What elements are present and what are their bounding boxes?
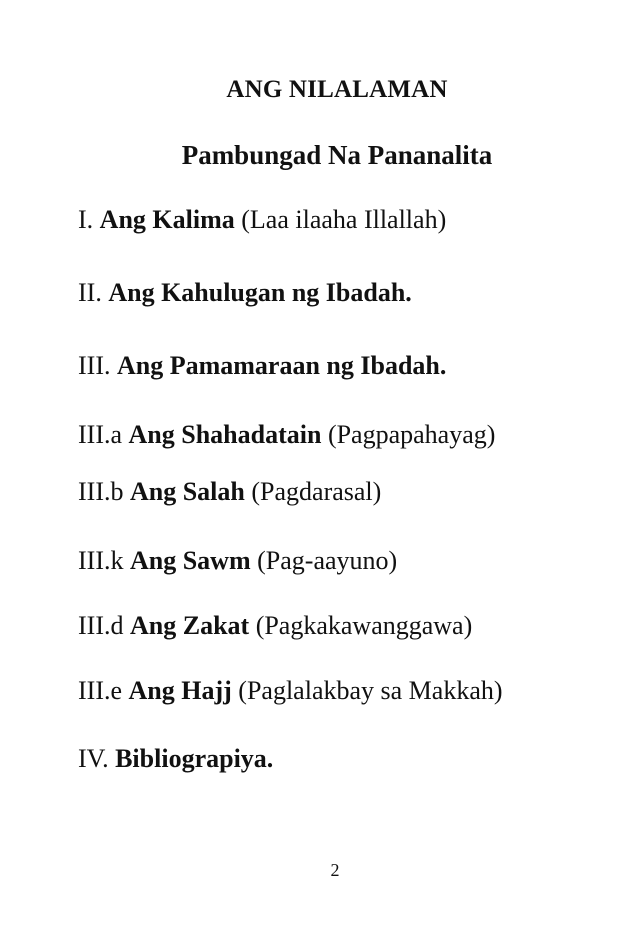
toc-entry-label: Ang Shahadatain <box>128 420 322 449</box>
toc-entry-4 <box>78 420 495 450</box>
toc-entry-label: Bibliograpiya. <box>115 744 274 773</box>
toc-entry-note: (Pagdarasal) <box>251 477 382 506</box>
toc-entry-6 <box>78 546 397 576</box>
toc-entry-number: III.b <box>78 477 124 506</box>
toc-entry-note: (Pagpapahayag) <box>327 420 496 449</box>
toc-entry-label: Ang Zakat <box>129 611 250 640</box>
toc-entry-number: II. <box>78 278 102 307</box>
toc-entry-label: Ang Pamamaraan ng Ibadah. <box>116 351 447 380</box>
toc-entry-number: III.d <box>78 611 124 640</box>
toc-entry-number: III.a <box>78 420 123 449</box>
toc-entry-3 <box>78 351 446 381</box>
toc-entry-note: (Paglalakbay sa Makkah) <box>238 676 503 705</box>
toc-entry-9 <box>78 744 273 774</box>
toc-entry-5 <box>78 477 381 507</box>
toc-entry-1 <box>78 205 446 235</box>
toc-entry-label: Ang Salah <box>129 477 245 506</box>
toc-entry-number: III.e <box>78 676 123 705</box>
page-subtitle: Pambungad Na Pananalita <box>181 140 493 170</box>
toc-entry-number: IV. <box>78 744 109 773</box>
toc-entry-label: Ang Hajj <box>128 676 232 705</box>
toc-entry-note: (Laa ilaaha Illallah) <box>241 205 447 234</box>
toc-entry-label: Ang Kalima <box>99 205 235 234</box>
toc-entry-number: I. <box>78 205 94 234</box>
page-number: 2 <box>330 860 340 880</box>
toc-entry-label: Ang Kahulugan ng Ibadah. <box>108 278 412 307</box>
toc-entry-note: (Pag-aayuno) <box>257 546 398 575</box>
toc-entry-number: III. <box>78 351 111 380</box>
toc-entry-8 <box>78 676 503 706</box>
page-title: ANG NILALAMAN <box>226 76 448 103</box>
toc-entry-2 <box>78 278 412 308</box>
toc-entry-number: III.k <box>78 546 124 575</box>
toc-entry-label: Ang Sawm <box>129 546 251 575</box>
toc-entry-7 <box>78 611 472 641</box>
toc-entry-note: (Pagkakawanggawa) <box>255 611 473 640</box>
